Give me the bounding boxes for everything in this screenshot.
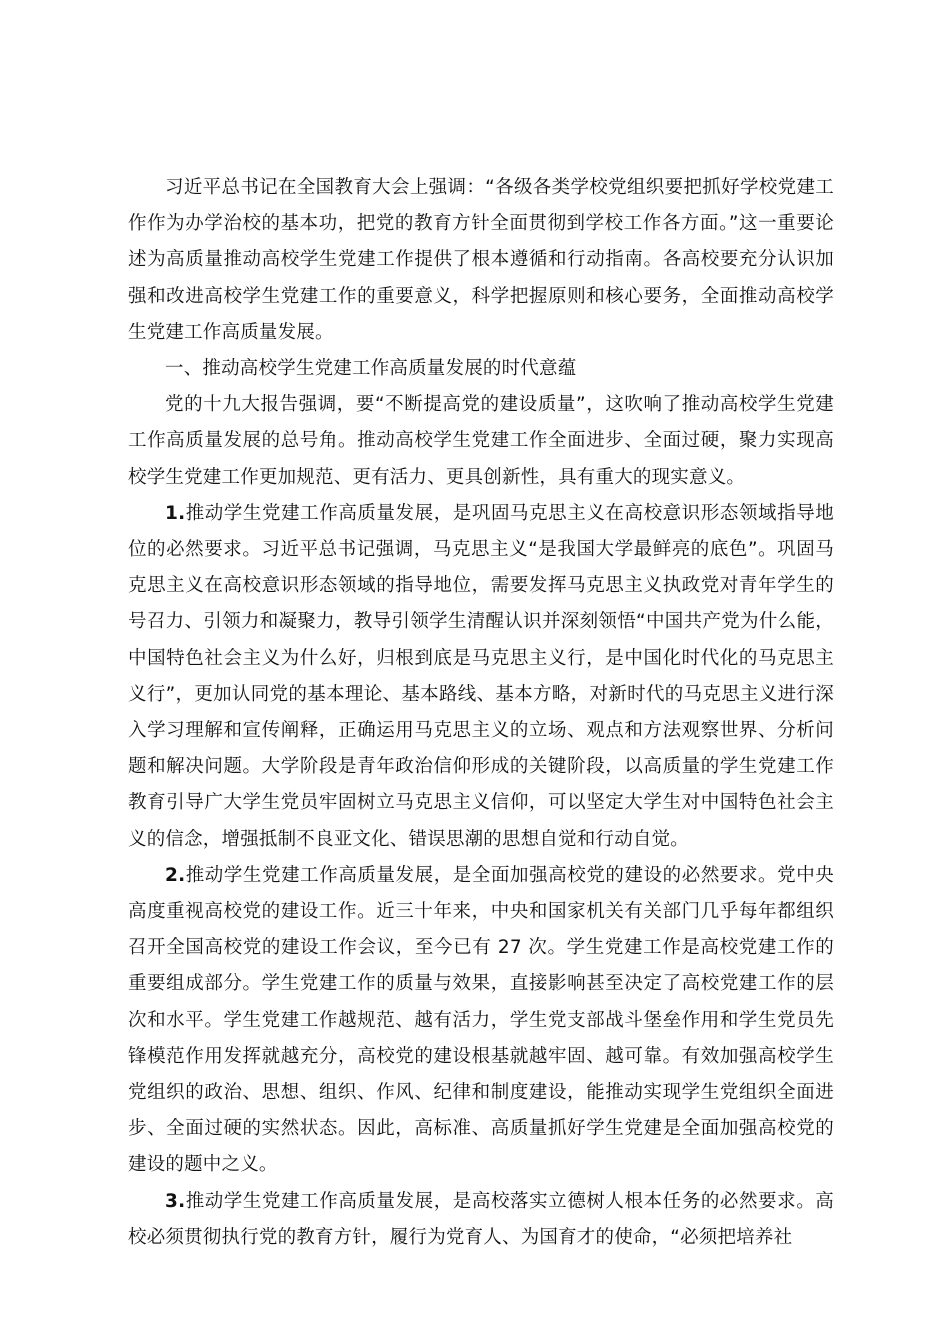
section-intro-paragraph: [128, 387, 834, 496]
intro-paragraph: [128, 170, 834, 351]
paragraph-number: 1.: [165, 502, 186, 524]
paragraph-text: 推动学生党建工作高质量发展，是高校落实立德树人根本任务的必然要求。高校必须贯彻执行党的教育方针，履行为党育人、为国育才的使命，“必须把培养社: [128, 1190, 834, 1248]
document-body: [128, 170, 834, 1256]
paragraph-text: 党的十九大报告强调，要“不断提高党的建设质量”，这吹响了推动高校学生党建工作高质量发展的总号角。推动高校学生党建工作全面进步、全面过硬，聚力实现高校学生党建工作更加规范、更有活力、更具创新性，具有重大的现实意义。: [128, 394, 834, 488]
section-heading: [128, 351, 834, 387]
paragraph-number: 2.: [165, 864, 186, 886]
point-1-paragraph: [128, 496, 834, 858]
paragraph-text: 习近平总书记在全国教育大会上强调：“各级各类学校党组织要把抓好学校党建工作作为办学治校的基本功，把党的教育方针全面贯彻到学校工作各方面。”这一重要论述为高质量推动高校学生党建工作提供了根本遵循和行动指南。各高校要充分认识加强和改进高校学生党建工作的重要意义，科学把握原则和核心要务，全面推动高校学生党建工作高质量发展。: [128, 177, 834, 343]
paragraph-text: 推动学生党建工作高质量发展，是全面加强高校党的建设的必然要求。党中央高度重视高校党的建设工作。近三十年来，中央和国家机关有关部门几乎每年都组织召开全国高校党的建设工作会议，至今已有 27 次。学生党建工作是高校党建工作的重要组成部分。学生党建工作的质量与效果，直接影响甚至决定了高校党建工作的层次和水平。学生党建工作越规范、越有活力，学生党支部战斗堡垒作用和学生党员先锋模范作用发挥就越充分，高校党的建设根基就越牢固、越可靠。有效加强高校学生党组织的政治、思想、组织、作风、纪律和制度建设，能推动实现学生党组织全面进步、全面过硬的实然状态。因此，高标准、高质量抓好学生党建是全面加强高校党的建设的题中之义。: [128, 864, 834, 1176]
paragraph-text: 推动学生党建工作高质量发展，是巩固马克思主义在高校意识形态领域指导地位的必然要求。习近平总书记强调，马克思主义“是我国大学最鲜亮的底色”。巩固马克思主义在高校意识形态领域的指导地位，需要发挥马克思主义执政党对青年学生的号召力、引领力和凝聚力，教导引领学生清醒认识并深刻领悟“中国共产党为什么能，中国特色社会主义为什么好，归根到底是马克思主义行，是中国化时代化的马克思主义行”，更加认同党的基本理论、基本路线、基本方略，对新时代的马克思主义进行深入学习理解和宣传阐释，正确运用马克思主义的立场、观点和方法观察世界、分析问题和解决问题。大学阶段是青年政治信仰形成的关键阶段，以高质量的学生党建工作教育引导广大学生党员牢固树立马克思主义信仰，可以坚定大学生对中国特色社会主义的信念，增强抵制不良亚文化、错误思潮的思想自觉和行动自觉。: [128, 502, 834, 850]
point-2-paragraph: [128, 858, 834, 1184]
point-3-paragraph: [128, 1184, 834, 1256]
paragraph-number: 3.: [165, 1190, 186, 1212]
paragraph-text: 一、推动高校学生党建工作高质量发展的时代意蕴: [165, 358, 577, 380]
